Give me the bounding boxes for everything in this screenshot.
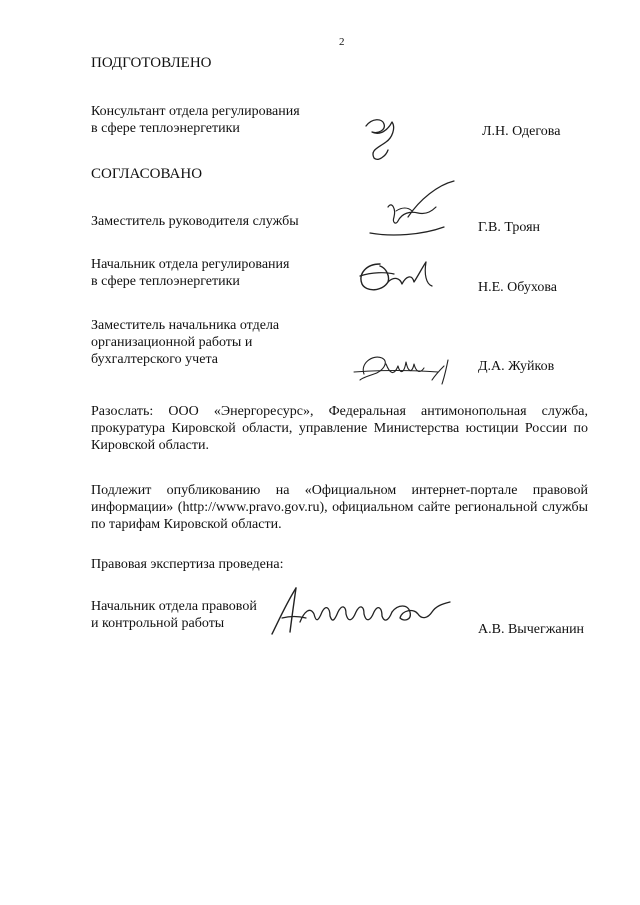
page-number: 2 <box>339 36 345 48</box>
agreed-heading: СОГЛАСОВАНО <box>91 166 203 182</box>
legal-review-statement: Правовая экспертиза проведена: <box>91 557 284 572</box>
legal-review-position: Начальник отдела правовой и контрольной работы <box>91 599 257 631</box>
agreed-signer-1-name: Г.В. Троян <box>478 220 541 235</box>
legal-review-name: А.В. Вычегжанин <box>478 622 585 637</box>
prepared-signer-position: Консультант отдела регулирования в сфере теплоэнергетики <box>91 104 300 136</box>
signature-obukhova <box>352 252 442 300</box>
agreed-signer-3-position: Заместитель начальника отдела организационной работы и бухгалтерского учета <box>91 318 280 367</box>
prepared-heading: ПОДГОТОВЛЕНО <box>91 55 212 71</box>
agreed-signer-1-position: Заместитель руководителя службы <box>91 214 299 229</box>
signature-vychegzhanin <box>268 582 468 642</box>
agreed-signer-2-position: Начальник отдела регулирования в сфере теплоэнергетики <box>91 257 290 289</box>
signature-troyan <box>352 177 462 247</box>
signature-zhuikov <box>352 344 462 390</box>
distribution-paragraph: Разослать: ООО «Энергоресурс», Федеральная антимонопольная служба, прокуратура Кировской области, управление Министерства юстиции России по Кировской области. <box>91 404 588 453</box>
agreed-signer-2-name: Н.Е. Обухова <box>478 280 557 295</box>
signature-odegova <box>358 112 408 164</box>
agreed-signer-3-name: Д.А. Жуйков <box>478 359 555 374</box>
publication-paragraph: Подлежит опубликованию на «Официальном интернет-портале правовой информации» (http://www.pravo.gov.ru), официальном сайте региональной службы по тарифам Кировской области. <box>91 483 588 532</box>
prepared-signer-name: Л.Н. Одегова <box>482 124 561 139</box>
